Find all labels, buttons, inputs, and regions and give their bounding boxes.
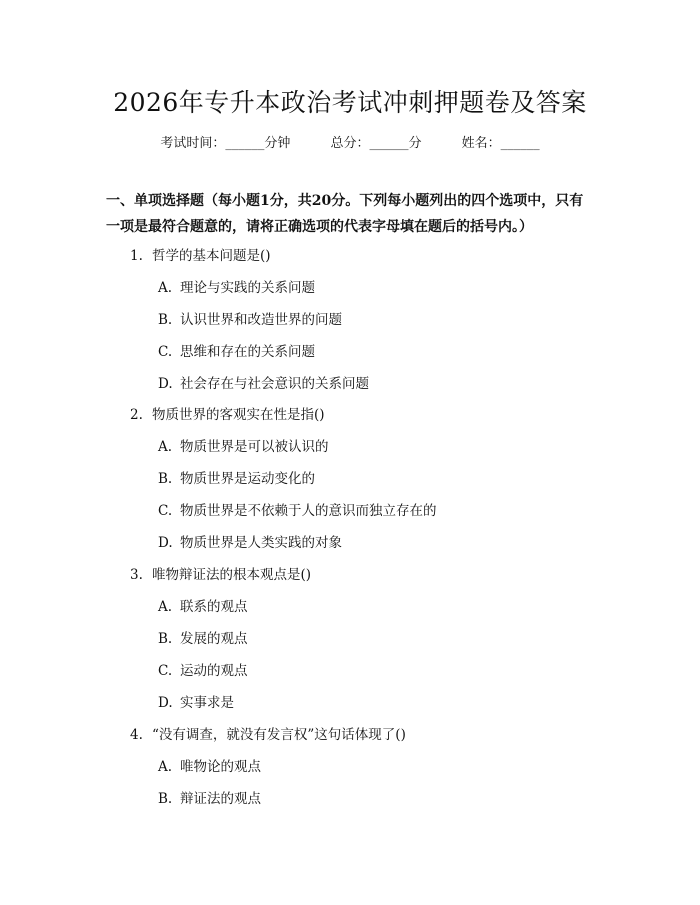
option-1a bbox=[158, 276, 315, 296]
option-text: 实事求是 bbox=[180, 695, 234, 711]
option-text: 运动的观点 bbox=[180, 663, 248, 679]
question-3 bbox=[130, 563, 311, 583]
option-text: 联系的观点 bbox=[180, 599, 248, 615]
exam-meta bbox=[0, 132, 700, 151]
option-1c bbox=[158, 340, 315, 360]
section-heading: 一、单项选择题（每小题1分，共20分。下列每小题列出的四个选项中，只有一项是最符合题意的，请将正确选项的代表字母填在题后的括号内。） bbox=[106, 193, 584, 235]
option-letter: D. bbox=[158, 376, 173, 392]
option-text: 社会存在与社会意识的关系问题 bbox=[180, 376, 369, 392]
option-2b bbox=[158, 467, 315, 487]
option-letter: A. bbox=[158, 439, 173, 455]
option-text: 发展的观点 bbox=[180, 631, 248, 647]
option-1b bbox=[158, 308, 342, 328]
option-text: 思维和存在的关系问题 bbox=[180, 344, 315, 360]
option-text: 物质世界是不依赖于人的意识而独立存在的 bbox=[180, 503, 437, 519]
option-text: 物质世界是人类实践的对象 bbox=[180, 535, 342, 551]
total-score-field: 总分：______分 bbox=[330, 136, 422, 151]
question-number: 2. bbox=[130, 407, 143, 423]
question-number: 4. bbox=[130, 727, 143, 743]
option-2c bbox=[158, 499, 437, 519]
option-letter: B. bbox=[158, 312, 173, 328]
question-4 bbox=[130, 723, 406, 743]
option-1d bbox=[158, 372, 369, 392]
option-text: 唯物论的观点 bbox=[180, 759, 261, 775]
option-4a bbox=[158, 755, 261, 775]
page-title: 2026年专升本政治考试冲刺押题卷及答案 bbox=[113, 88, 587, 117]
option-text: 认识世界和改造世界的问题 bbox=[180, 312, 342, 328]
option-2a bbox=[158, 435, 329, 455]
student-name-field: 姓名：______ bbox=[461, 136, 540, 151]
option-3a bbox=[158, 595, 248, 615]
option-3c bbox=[158, 659, 248, 679]
option-letter: A. bbox=[158, 280, 173, 296]
option-letter: B. bbox=[158, 471, 173, 487]
option-letter: D. bbox=[158, 535, 173, 551]
question-1 bbox=[130, 244, 271, 264]
option-letter: C. bbox=[158, 344, 173, 360]
exam-time-field: 考试时间：______分钟 bbox=[160, 136, 291, 151]
option-text: 理论与实践的关系问题 bbox=[180, 280, 315, 296]
option-letter: B. bbox=[158, 631, 173, 647]
option-3b bbox=[158, 627, 248, 647]
option-3d bbox=[158, 691, 234, 711]
option-text: 物质世界是运动变化的 bbox=[180, 471, 315, 487]
option-text: 辩证法的观点 bbox=[180, 791, 261, 807]
question-number: 3. bbox=[130, 567, 143, 583]
question-stem: 唯物辩证法的根本观点是() bbox=[152, 567, 312, 583]
question-stem: 哲学的基本问题是() bbox=[152, 248, 271, 264]
question-number: 1. bbox=[130, 248, 143, 264]
option-2d bbox=[158, 531, 342, 551]
option-4b bbox=[158, 787, 261, 807]
option-letter: A. bbox=[158, 599, 173, 615]
question-stem: “没有调查，就没有发言权”这句话体现了() bbox=[152, 727, 406, 743]
option-letter: B. bbox=[158, 791, 173, 807]
question-stem: 物质世界的客观实在性是指() bbox=[152, 407, 325, 423]
option-text: 物质世界是可以被认识的 bbox=[180, 439, 329, 455]
question-2 bbox=[130, 403, 325, 423]
option-letter: A. bbox=[158, 759, 173, 775]
option-letter: D. bbox=[158, 695, 173, 711]
option-letter: C. bbox=[158, 503, 173, 519]
option-letter: C. bbox=[158, 663, 173, 679]
